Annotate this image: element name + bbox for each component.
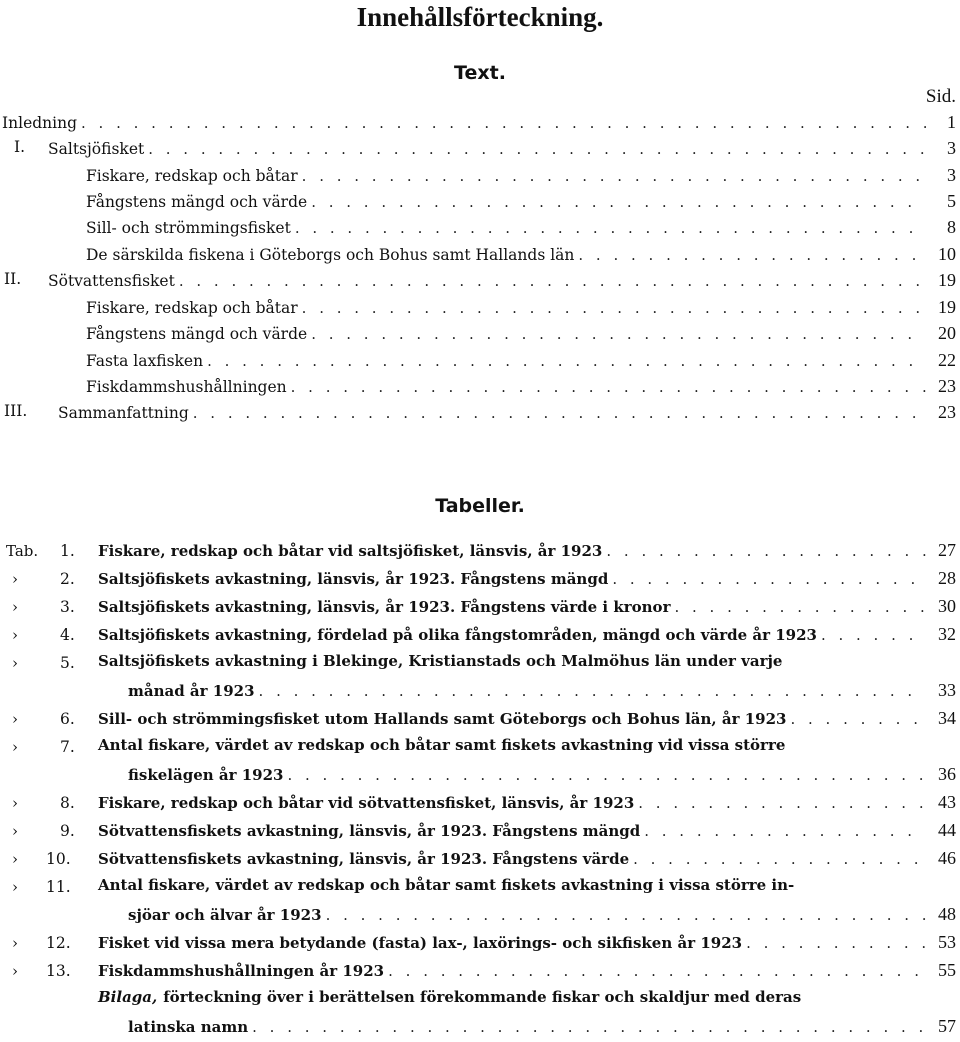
table-entry-page: 36 [938,764,956,784]
table-entry-page: 28 [938,568,956,588]
table-number: 2. [60,570,75,588]
table-prefix: › [12,710,18,728]
dot-leader [81,114,926,132]
table-entry [98,932,956,958]
toc-entry-page: 10 [938,244,956,264]
table-entry [98,960,956,986]
text-section-heading: Text. [454,62,506,84]
bilaga-page: 57 [938,1016,956,1036]
table-number: 7. [60,738,75,756]
toc-entry-page: 19 [938,297,956,317]
table-entry-page: 27 [938,540,956,560]
dot-leader [148,140,926,158]
dot-leader [295,219,926,237]
table-entry-label: Fisket vid vissa mera betydande (fasta) lax-, laxörings- och sikfisken år 1923 [98,934,743,952]
table-entry-label: Saltsjöfiskets avkastning i Blekinge, Kristianstads och Malmöhus län under varje [98,652,783,670]
dot-leader [644,822,926,840]
tables-section-heading: Tabeller. [435,495,525,517]
toc-entry-page: 8 [947,217,956,237]
table-prefix: › [12,934,18,952]
toc-entry-label: Fångstens mängd och värde [86,193,308,211]
bilaga-continuation [128,1016,956,1042]
table-entry-page: 53 [938,932,956,952]
table-entry-label: Fiskare, redskap och båtar vid sötvattensfisket, länsvis, år 1923 [98,794,635,812]
toc-entry-label: Inledning [2,114,78,132]
dot-leader [746,934,926,952]
table-entry [98,736,956,762]
table-entry [98,820,956,846]
table-number: 13. [46,962,71,980]
table-entry-page: 43 [938,792,956,812]
table-entry-page: 32 [938,624,956,644]
toc-entry [14,138,956,164]
table-entry [98,792,956,818]
toc-entry-label: De särskilda fiskena i Göteborgs och Bohus samt Hallands län [86,246,575,264]
toc-entry-number: I. [14,138,26,156]
dot-leader [193,404,926,422]
table-entry-label: Saltsjöfiskets avkastning, länsvis, år 1923. Fångstens mängd [98,570,609,588]
table-entry-label-cont: sjöar och älvar år 1923 [128,906,322,924]
table-entry-label: Saltsjöfiskets avkastning, länsvis, år 1923. Fångstens värde i kronor [98,598,671,616]
toc-entry-page: 1 [947,112,956,132]
dot-leader [259,682,926,700]
table-number: 1. [60,542,75,560]
dot-leader [821,626,926,644]
toc-entry [86,297,956,323]
toc-entry-number: III. [4,402,28,420]
table-prefix: › [12,598,18,616]
dot-leader [311,193,926,211]
table-entry-page: 55 [938,960,956,980]
bilaga-text: förteckning över i berättelsen förekommande fiskar och skaldjur med deras [163,988,802,1006]
toc-entry-page: 20 [938,323,956,343]
table-prefix: › [12,626,18,644]
table-entry [98,568,956,594]
dot-leader [252,1018,926,1036]
toc-entry-label: Fiskare, redskap och båtar [86,167,298,185]
toc-entry-label: Fasta laxfisken [86,352,204,370]
table-number: 3. [60,598,75,616]
table-prefix: › [12,878,18,896]
table-entry-label: Antal fiskare, värdet av redskap och båtar samt fiskets avkastning vid vissa större [98,736,786,754]
toc-entry [86,217,956,243]
table-entry [98,624,956,650]
toc-entry [4,270,956,296]
table-entry-continuation [128,764,956,790]
table-entry [98,848,956,874]
dot-leader [207,352,926,370]
toc-entry-label: Sötvattensfisket [48,272,175,290]
table-entry-page: 34 [938,708,956,728]
table-number: 6. [60,710,75,728]
table-entry-continuation [128,904,956,930]
table-number: 8. [60,794,75,812]
table-prefix: Tab. [6,542,39,560]
dot-leader [606,542,926,560]
table-entry-label: Sötvattensfiskets avkastning, länsvis, år 1923. Fångstens värde [98,850,630,868]
table-entry [98,596,956,622]
toc-entry [86,350,956,376]
table-prefix: › [12,794,18,812]
table-entry-label: Fiskdammshushållningen år 1923 [98,962,385,980]
table-prefix: › [12,962,18,980]
toc-entry-label: Fiskare, redskap och båtar [86,299,298,317]
dot-leader [578,246,926,264]
table-prefix: › [12,654,18,672]
dot-leader [612,570,926,588]
toc-entry [2,112,956,138]
dot-leader [179,272,926,290]
bilaga-entry [98,988,956,1014]
toc-entry-number: II. [4,270,22,288]
bilaga-label: Bilaga, [98,988,158,1006]
toc-entry [86,376,956,402]
dot-leader [326,906,926,924]
bilaga-text-cont: latinska namn [128,1018,249,1036]
table-entry-label-cont: månad år 1923 [128,682,255,700]
table-entry-continuation [128,680,956,706]
table-number: 12. [46,934,71,952]
page-title: Innehållsförteckning. [356,2,604,32]
toc-entry-page: 5 [947,191,956,211]
toc-entry-label: Sammanfattning [58,404,189,422]
table-entry-page: 46 [938,848,956,868]
table-number: 11. [46,878,71,896]
toc-entry-label: Saltsjöfisket [48,140,145,158]
table-number: 9. [60,822,75,840]
table-entry-page: 30 [938,596,956,616]
toc-entry-label: Sill- och strömmingsfisket [86,219,291,237]
dot-leader [302,167,926,185]
toc-entry-label: Fiskdammshushållningen [86,378,287,396]
dot-leader [633,850,926,868]
table-entry-label: Sill- och strömmingsfisket utom Hallands samt Göteborgs och Bohus län, år 1923 [98,710,787,728]
table-prefix: › [12,570,18,588]
toc-entry-page: 3 [947,138,956,158]
toc-entry-page: 19 [938,270,956,290]
dot-leader [287,766,926,784]
toc-entry-page: 23 [938,376,956,396]
dot-leader [674,598,926,616]
table-entry [98,708,956,734]
table-entry-page: 44 [938,820,956,840]
table-prefix: › [12,850,18,868]
table-number: 5. [60,654,75,672]
table-entry [98,540,956,566]
dot-leader [638,794,926,812]
dot-leader [302,299,926,317]
dot-leader [291,378,926,396]
toc-entry-label: Fångstens mängd och värde [86,325,308,343]
table-prefix: › [12,822,18,840]
table-entry [98,652,956,678]
table-entry-page: 48 [938,904,956,924]
toc-entry [86,244,956,270]
table-entry-label-cont: fiskelägen år 1923 [128,766,284,784]
dot-leader [790,710,926,728]
table-entry-label: Antal fiskare, värdet av redskap och båtar samt fiskets avkastning i vissa större in- [98,876,795,894]
page-column-label: Sid. [925,86,956,107]
toc-entry [86,191,956,217]
toc-entry [4,402,956,428]
table-entry-label: Saltsjöfiskets avkastning, fördelad på olika fångstområden, mängd och värde år 1923 [98,626,817,644]
dot-leader [311,325,926,343]
table-entry-page: 33 [938,680,956,700]
table-number: 10. [46,850,71,868]
toc-entry [86,165,956,191]
table-prefix: › [12,738,18,756]
toc-entry-page: 23 [938,402,956,422]
toc-entry-page: 22 [938,350,956,370]
table-entry-label: Fiskare, redskap och båtar vid saltsjöfisket, länsvis, år 1923 [98,542,603,560]
table-entry [98,876,956,902]
toc-entry [86,323,956,349]
table-number: 4. [60,626,75,644]
toc-entry-page: 3 [947,165,956,185]
table-entry-label: Sötvattensfiskets avkastning, länsvis, år 1923. Fångstens mängd [98,822,641,840]
dot-leader [388,962,926,980]
